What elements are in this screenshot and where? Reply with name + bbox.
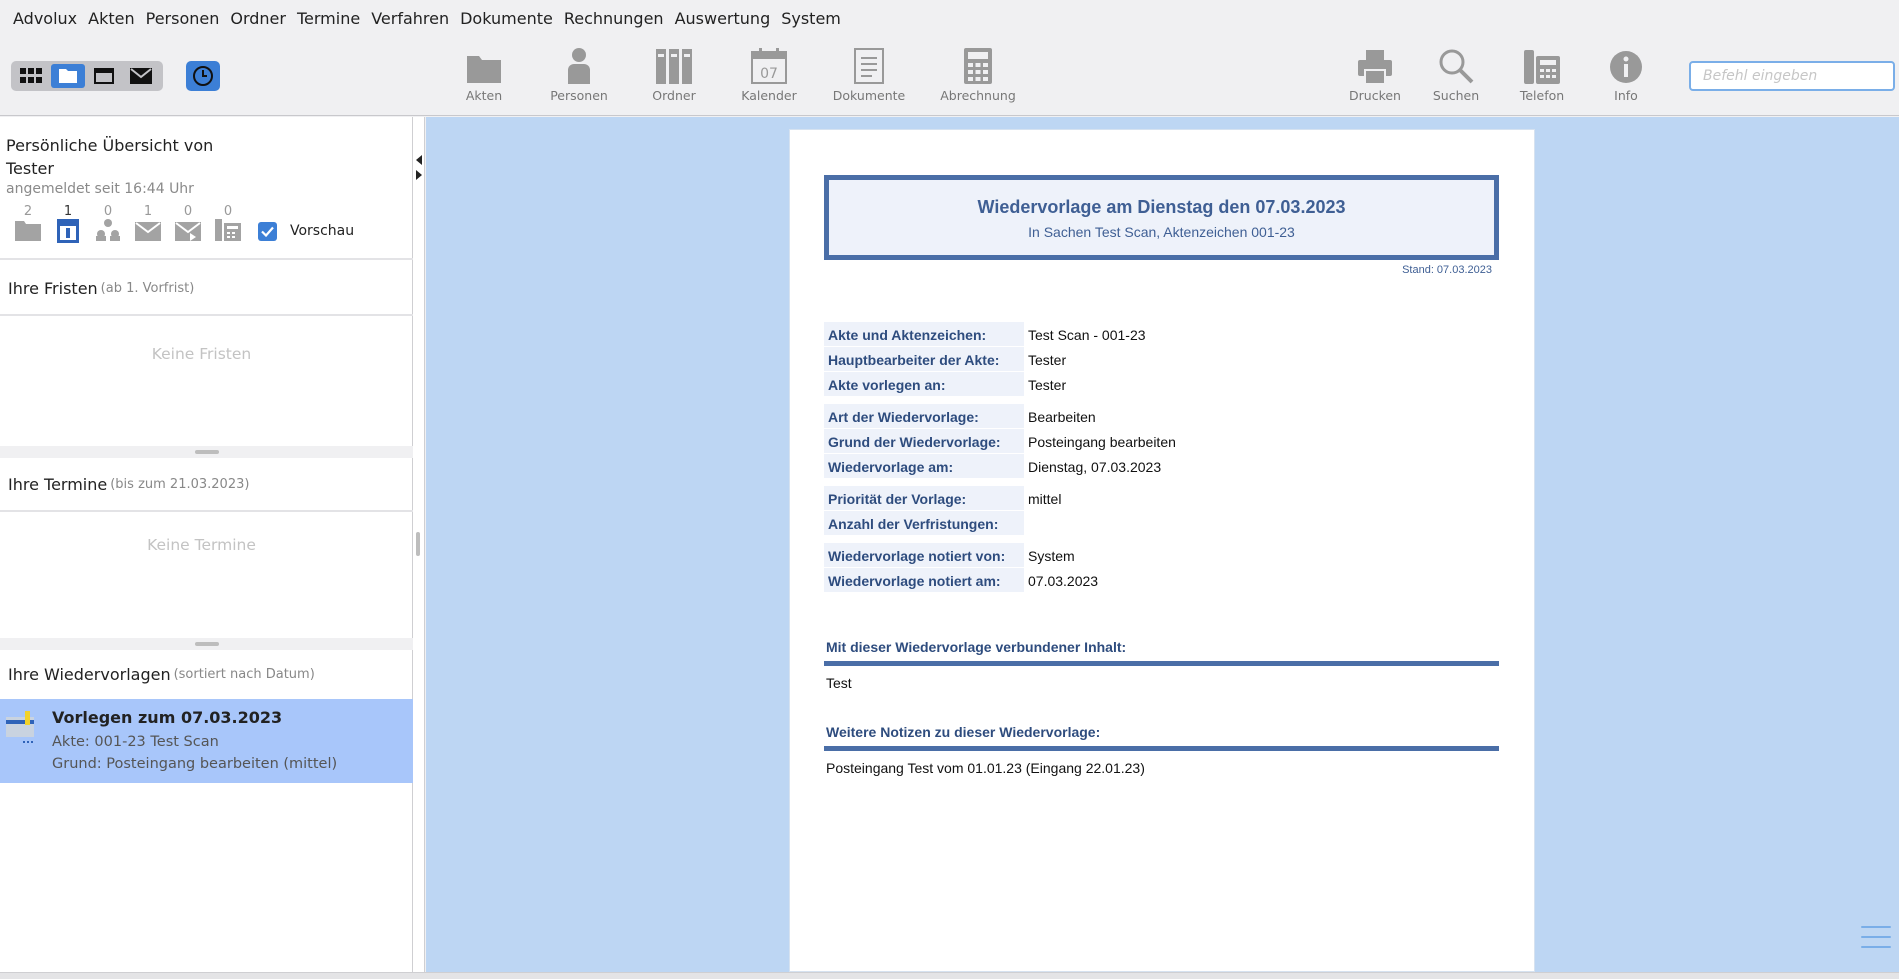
login-time: angemeldet seit 16:44 Uhr [6, 181, 194, 197]
wiedervorlage-title: Vorlegen zum 07.03.2023 [52, 708, 283, 727]
termine-title: Ihre Termine [8, 474, 108, 494]
tool-akten-label: Akten [465, 88, 503, 103]
field-value: Tester [1028, 377, 1067, 393]
menu-system[interactable]: System [781, 8, 841, 28]
field-row [824, 486, 1061, 510]
termine-empty: Keine Termine [147, 536, 256, 554]
field-row [824, 404, 1096, 428]
termine-header [0, 458, 413, 512]
splitter-grip [195, 642, 219, 646]
field-value: Test Scan - 001-23 [1028, 327, 1146, 343]
menu-bar [0, 0, 1899, 36]
view-window-button[interactable] [87, 64, 122, 88]
view-switcher [11, 61, 163, 91]
counter-post-count: 1 [143, 204, 153, 219]
files-icon [57, 67, 79, 85]
document-stand: Stand: 07.03.2023 [1402, 264, 1492, 276]
calendar-icon [751, 48, 787, 84]
preview-checkbox[interactable] [258, 222, 277, 241]
field-row [824, 568, 1098, 592]
tool-telefon[interactable] [1497, 46, 1587, 103]
termine-subtitle: (bis zum 21.03.2023) [110, 476, 250, 492]
tool-dokumente-label: Dokumente [832, 88, 906, 103]
info-icon [1609, 50, 1643, 84]
tool-info-label: Info [1614, 88, 1638, 103]
tool-dokumente[interactable] [824, 46, 914, 103]
field-value: Bearbeiten [1028, 409, 1096, 425]
counter-fax[interactable] [208, 205, 248, 243]
field-value: Posteingang bearbeiten [1028, 434, 1176, 450]
linked-content-title: Mit dieser Wiedervorlage verbundener Inhalt: [826, 639, 1127, 655]
view-mail-button[interactable] [124, 64, 159, 88]
preview-label[interactable]: Vorschau [290, 223, 355, 239]
field-value: mittel [1028, 491, 1062, 507]
linked-content-text: Test [826, 675, 852, 691]
fristen-subtitle: (ab 1. Vorfrist) [100, 280, 195, 296]
checkmark-icon [261, 226, 274, 237]
counter-postausgang-count: 0 [183, 204, 193, 219]
collapse-left-icon[interactable] [415, 155, 423, 165]
document-preview-area [426, 117, 1899, 972]
splitter-grip [195, 450, 219, 454]
overview-title-line1: Persönliche Übersicht von [6, 136, 214, 155]
binders-icon [656, 48, 692, 84]
folder-icon [15, 219, 41, 241]
field-label: Grund der Wiedervorlage: [824, 429, 1024, 453]
counter-post[interactable] [128, 205, 168, 243]
field-label: Art der Wiedervorlage: [824, 404, 1024, 428]
field-value: Dienstag, 07.03.2023 [1028, 459, 1162, 475]
left-panel [0, 117, 413, 972]
mail-forward-icon [175, 219, 201, 241]
printer-icon [1358, 50, 1392, 84]
field-row [824, 543, 1075, 567]
fristen-title: Ihre Fristen [8, 278, 98, 298]
linked-content-rule [824, 661, 1499, 666]
notes-rule [824, 746, 1499, 751]
document-icon [854, 48, 884, 84]
document-header-box [824, 175, 1499, 260]
hamburger-menu-icon[interactable] [1861, 926, 1891, 948]
field-row [824, 372, 1066, 396]
counter-termine-count: 1 [63, 204, 73, 219]
tool-telefon-label: Telefon [1519, 88, 1565, 103]
resubmission-icon [6, 711, 36, 745]
menu-rechnungen[interactable]: Rechnungen [563, 8, 664, 28]
counter-postausgang[interactable] [168, 205, 208, 243]
wiedervorlage-item[interactable] [0, 699, 413, 783]
person-icon [565, 48, 593, 84]
overview-user-name: Tester [6, 159, 54, 178]
menu-auswertung[interactable]: Auswertung [674, 8, 771, 28]
menu-verfahren[interactable]: Verfahren [371, 8, 450, 28]
clock-icon [192, 65, 214, 87]
fax-icon [215, 219, 241, 241]
counter-personen[interactable] [88, 205, 128, 243]
wiedervorlagen-subtitle: (sortiert nach Datum) [173, 666, 315, 682]
view-files-button[interactable] [51, 64, 86, 88]
document-subtitle: In Sachen Test Scan, Aktenzeichen 001-23 [1028, 224, 1295, 240]
counter-personen-count: 0 [103, 204, 113, 219]
window-icon [93, 67, 115, 85]
clock-button[interactable] [186, 61, 220, 91]
tool-abrechnung-label: Abrechnung [940, 88, 1016, 103]
field-label: Wiedervorlage notiert von: [824, 543, 1024, 567]
counter-fax-count: 0 [223, 204, 233, 219]
tool-kalender[interactable] [724, 46, 814, 103]
tool-info[interactable] [1581, 46, 1671, 103]
magnifier-icon [1438, 48, 1474, 84]
status-bar [0, 972, 1899, 979]
field-label: Akte vorlegen an: [824, 372, 1024, 396]
field-label: Wiedervorlage am: [824, 454, 1024, 478]
counter-akten-count: 2 [23, 204, 33, 219]
document-title: Wiedervorlage am Dienstag den 07.03.2023 [977, 197, 1346, 217]
menu-dokumente[interactable]: Dokumente [460, 8, 553, 28]
document-page [789, 129, 1535, 972]
tool-drucken-label: Drucken [1349, 88, 1401, 103]
tool-suchen-label: Suchen [1432, 88, 1480, 103]
field-row [824, 511, 1028, 535]
toolbar [0, 36, 1899, 116]
counter-termine[interactable] [48, 205, 88, 243]
field-label: Wiedervorlage notiert am: [824, 568, 1024, 592]
personal-overview [0, 117, 413, 260]
menu-ordner[interactable]: Ordner [230, 8, 286, 28]
field-value: 07.03.2023 [1028, 573, 1099, 589]
notes-title: Weitere Notizen zu dieser Wiedervorlage: [826, 724, 1101, 740]
wiedervorlagen-header [0, 650, 413, 698]
tool-drucken[interactable] [1330, 46, 1420, 103]
view-grid-button[interactable] [14, 64, 49, 88]
mail-icon [130, 68, 152, 84]
tool-ordner-label: Ordner [652, 88, 696, 103]
tool-suchen[interactable] [1411, 46, 1501, 103]
menu-akten[interactable]: Akten [88, 8, 135, 28]
folder-icon [466, 52, 502, 84]
expand-right-icon[interactable] [415, 170, 423, 180]
overview-counters [8, 205, 248, 243]
fristen-header [0, 262, 413, 316]
calculator-icon [964, 48, 992, 84]
field-value: Tester [1028, 352, 1067, 368]
tool-akten[interactable] [439, 46, 529, 103]
field-row [824, 454, 1161, 478]
tool-ordner[interactable] [629, 46, 719, 103]
splitter-fristen[interactable] [0, 446, 413, 458]
wiedervorlage-grund: Grund: Posteingang bearbeiten (mittel) [52, 756, 338, 772]
field-label: Anzahl der Verfristungen: [824, 511, 1024, 535]
phone-icon [1524, 50, 1560, 84]
field-label: Priorität der Vorlage: [824, 486, 1024, 510]
fristen-empty: Keine Fristen [151, 345, 252, 363]
menu-advolux[interactable]: Advolux [13, 8, 78, 28]
field-row [824, 347, 1066, 371]
menu-termine[interactable]: Termine [296, 8, 361, 28]
people-icon [95, 219, 121, 241]
wiedervorlage-akte: Akte: 001-23 Test Scan [52, 734, 219, 750]
calendar-icon-day: 07 [760, 66, 778, 82]
field-row [824, 322, 1146, 346]
field-value: System [1028, 548, 1075, 564]
mail-icon [135, 219, 161, 241]
field-label: Hauptbearbeiter der Akte: [824, 347, 1024, 371]
command-input[interactable] [1689, 61, 1895, 91]
calendar-icon [57, 219, 79, 243]
splitter-termine[interactable] [0, 638, 413, 650]
tool-kalender-label: Kalender [741, 88, 797, 103]
tool-personen-label: Personen [550, 88, 608, 103]
tool-abrechnung[interactable] [933, 46, 1023, 103]
menu-personen[interactable]: Personen [145, 8, 220, 28]
vertical-splitter-grip[interactable] [416, 532, 420, 556]
grid-icon [20, 68, 42, 84]
wiedervorlagen-title: Ihre Wiedervorlagen [8, 664, 171, 684]
tool-personen[interactable] [534, 46, 624, 103]
field-label: Akte und Aktenzeichen: [824, 322, 1024, 346]
counter-akten[interactable] [8, 205, 48, 243]
panel-collapse-strip [413, 117, 425, 972]
field-row [824, 429, 1176, 453]
notes-text: Posteingang Test vom 01.01.23 (Eingang 22.01.23) [826, 760, 1145, 776]
overview-title [6, 134, 213, 180]
